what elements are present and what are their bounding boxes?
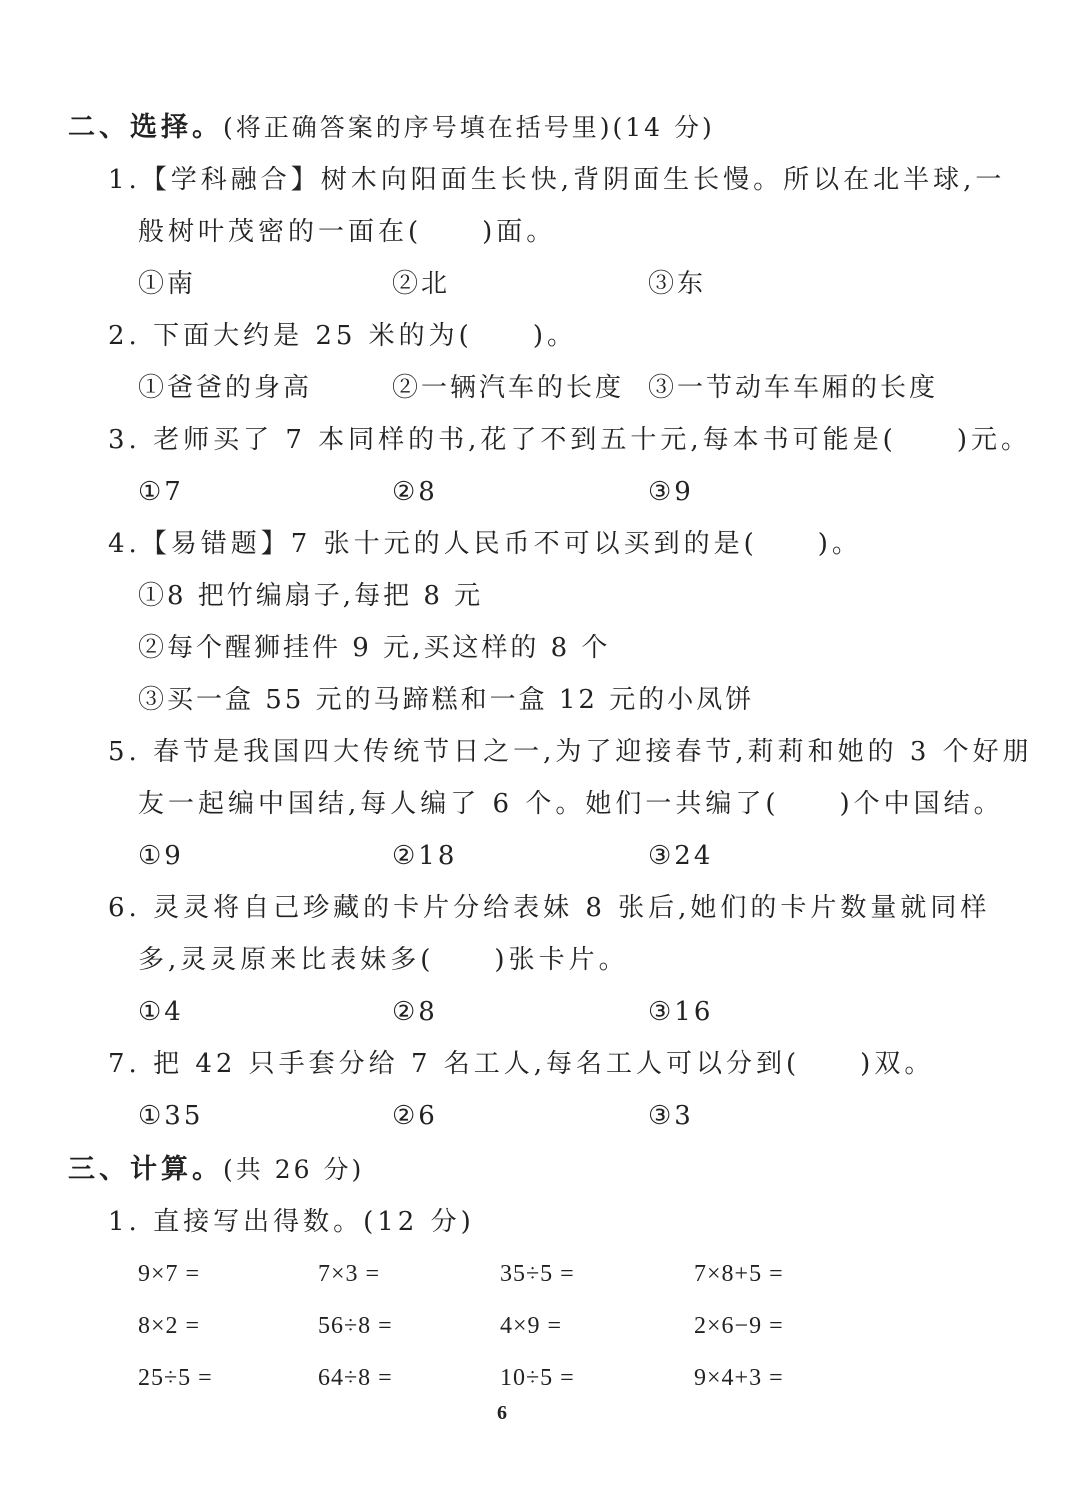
question-4-option-b: ②每个醒狮挂件 9 元,买这样的 8 个	[138, 633, 611, 663]
question-2-option-b: ②一辆汽车的长度	[392, 373, 625, 403]
question-6-option-b: ②8	[392, 997, 438, 1027]
question-1-option-c: ③东	[648, 269, 707, 299]
question-2-option-a: ①爸爸的身高	[138, 373, 313, 403]
calc-item: 56÷8 =	[318, 1313, 393, 1339]
calc-item: 35÷5 =	[500, 1261, 575, 1287]
question-3-option-b: ②8	[392, 477, 438, 507]
question-4-option-c: ③买一盒 55 元的马蹄糕和一盒 12 元的小凤饼	[138, 685, 755, 715]
calc-item: 2×6−9 =	[694, 1313, 784, 1339]
question-6-tail: )张卡片。	[494, 945, 629, 975]
calc-item: 7×8+5 =	[694, 1261, 784, 1287]
question-6-line-1: 6. 灵灵将自己珍藏的卡片分给表妹 8 张后,她们的卡片数量就同样	[108, 893, 991, 923]
question-4-option-a: ①8 把竹编扇子,每把 8 元	[138, 581, 484, 611]
section-3-heading	[68, 1150, 364, 1190]
question-7-option-a: ①35	[138, 1101, 204, 1131]
page-number: 6	[497, 1402, 507, 1424]
question-7-tail: )双。	[860, 1049, 935, 1079]
question-4-line-1	[108, 524, 862, 564]
question-3-option-c: ③9	[648, 477, 694, 507]
question-2-text: 2. 下面大约是 25 米的为(	[108, 321, 473, 351]
question-4-tail: )。	[817, 529, 862, 559]
question-6-line-2	[138, 940, 629, 980]
question-5-option-a: ①9	[138, 841, 184, 871]
section-3-note: (共 26 分)	[223, 1155, 365, 1184]
calc-item: 8×2 =	[138, 1313, 201, 1339]
question-4-text: 4.【易错题】7 张十元的人民币不可以买到的是(	[108, 529, 758, 559]
question-5-option-c: ③24	[648, 841, 714, 871]
question-1-line-1: 1.【学科融合】树木向阳面生长快,背阴面生长慢。所以在北半球,一	[108, 165, 1006, 195]
question-3-text: 3. 老师买了 7 本同样的书,花了不到五十元,每本书可能是(	[108, 425, 897, 455]
calc-item: 9×7 =	[138, 1261, 201, 1287]
question-3-line-1	[108, 420, 1031, 460]
question-7-option-c: ③3	[648, 1101, 694, 1131]
calc-item: 9×4+3 =	[694, 1365, 784, 1391]
calc-item: 4×9 =	[500, 1313, 563, 1339]
calc-item: 64÷8 =	[318, 1365, 393, 1391]
question-1-tail: )面。	[482, 217, 557, 247]
section-2-note: (将正确答案的序号填在括号里)(14 分)	[223, 113, 715, 142]
question-7-line-1	[108, 1044, 934, 1084]
question-5-tail: )个中国结。	[839, 789, 1004, 819]
question-6-text: 多,灵灵原来比表妹多(	[138, 945, 435, 975]
calc-item: 7×3 =	[318, 1261, 381, 1287]
section-2-heading	[68, 108, 715, 148]
question-2-tail: )。	[532, 321, 577, 351]
question-3-option-a: ①7	[138, 477, 184, 507]
question-6-option-c: ③16	[648, 997, 714, 1027]
calc-item: 10÷5 =	[500, 1365, 575, 1391]
question-6-option-a: ①4	[138, 997, 184, 1027]
question-1-text: 般树叶茂密的一面在(	[138, 217, 423, 247]
question-2-line-1	[108, 316, 577, 356]
calc-item: 25÷5 =	[138, 1365, 213, 1391]
question-5-line-1: 5. 春节是我国四大传统节日之一,为了迎接春节,莉莉和她的 3 个好朋	[108, 737, 1033, 767]
question-5-text: 友一起编中国结,每人编了 6 个。她们一共编了(	[138, 789, 780, 819]
section-2-title: 二、选择。	[68, 112, 223, 143]
question-1-option-a: ①南	[138, 269, 197, 299]
question-7-option-b: ②6	[392, 1101, 438, 1131]
question-1-option-b: ②北	[392, 269, 451, 299]
section-3-title: 三、计算。	[68, 1154, 223, 1185]
question-2-option-c: ③一节动车车厢的长度	[648, 373, 939, 403]
question-5-line-2	[138, 784, 1004, 824]
question-3-tail: )元。	[956, 425, 1031, 455]
question-1-line-2	[138, 212, 556, 252]
question-5-option-b: ②18	[392, 841, 458, 871]
question-7-text: 7. 把 42 只手套分给 7 名工人,每名工人可以分到(	[108, 1049, 801, 1079]
section-3-subquestion-1: 1. 直接写出得数。(12 分)	[108, 1207, 475, 1237]
